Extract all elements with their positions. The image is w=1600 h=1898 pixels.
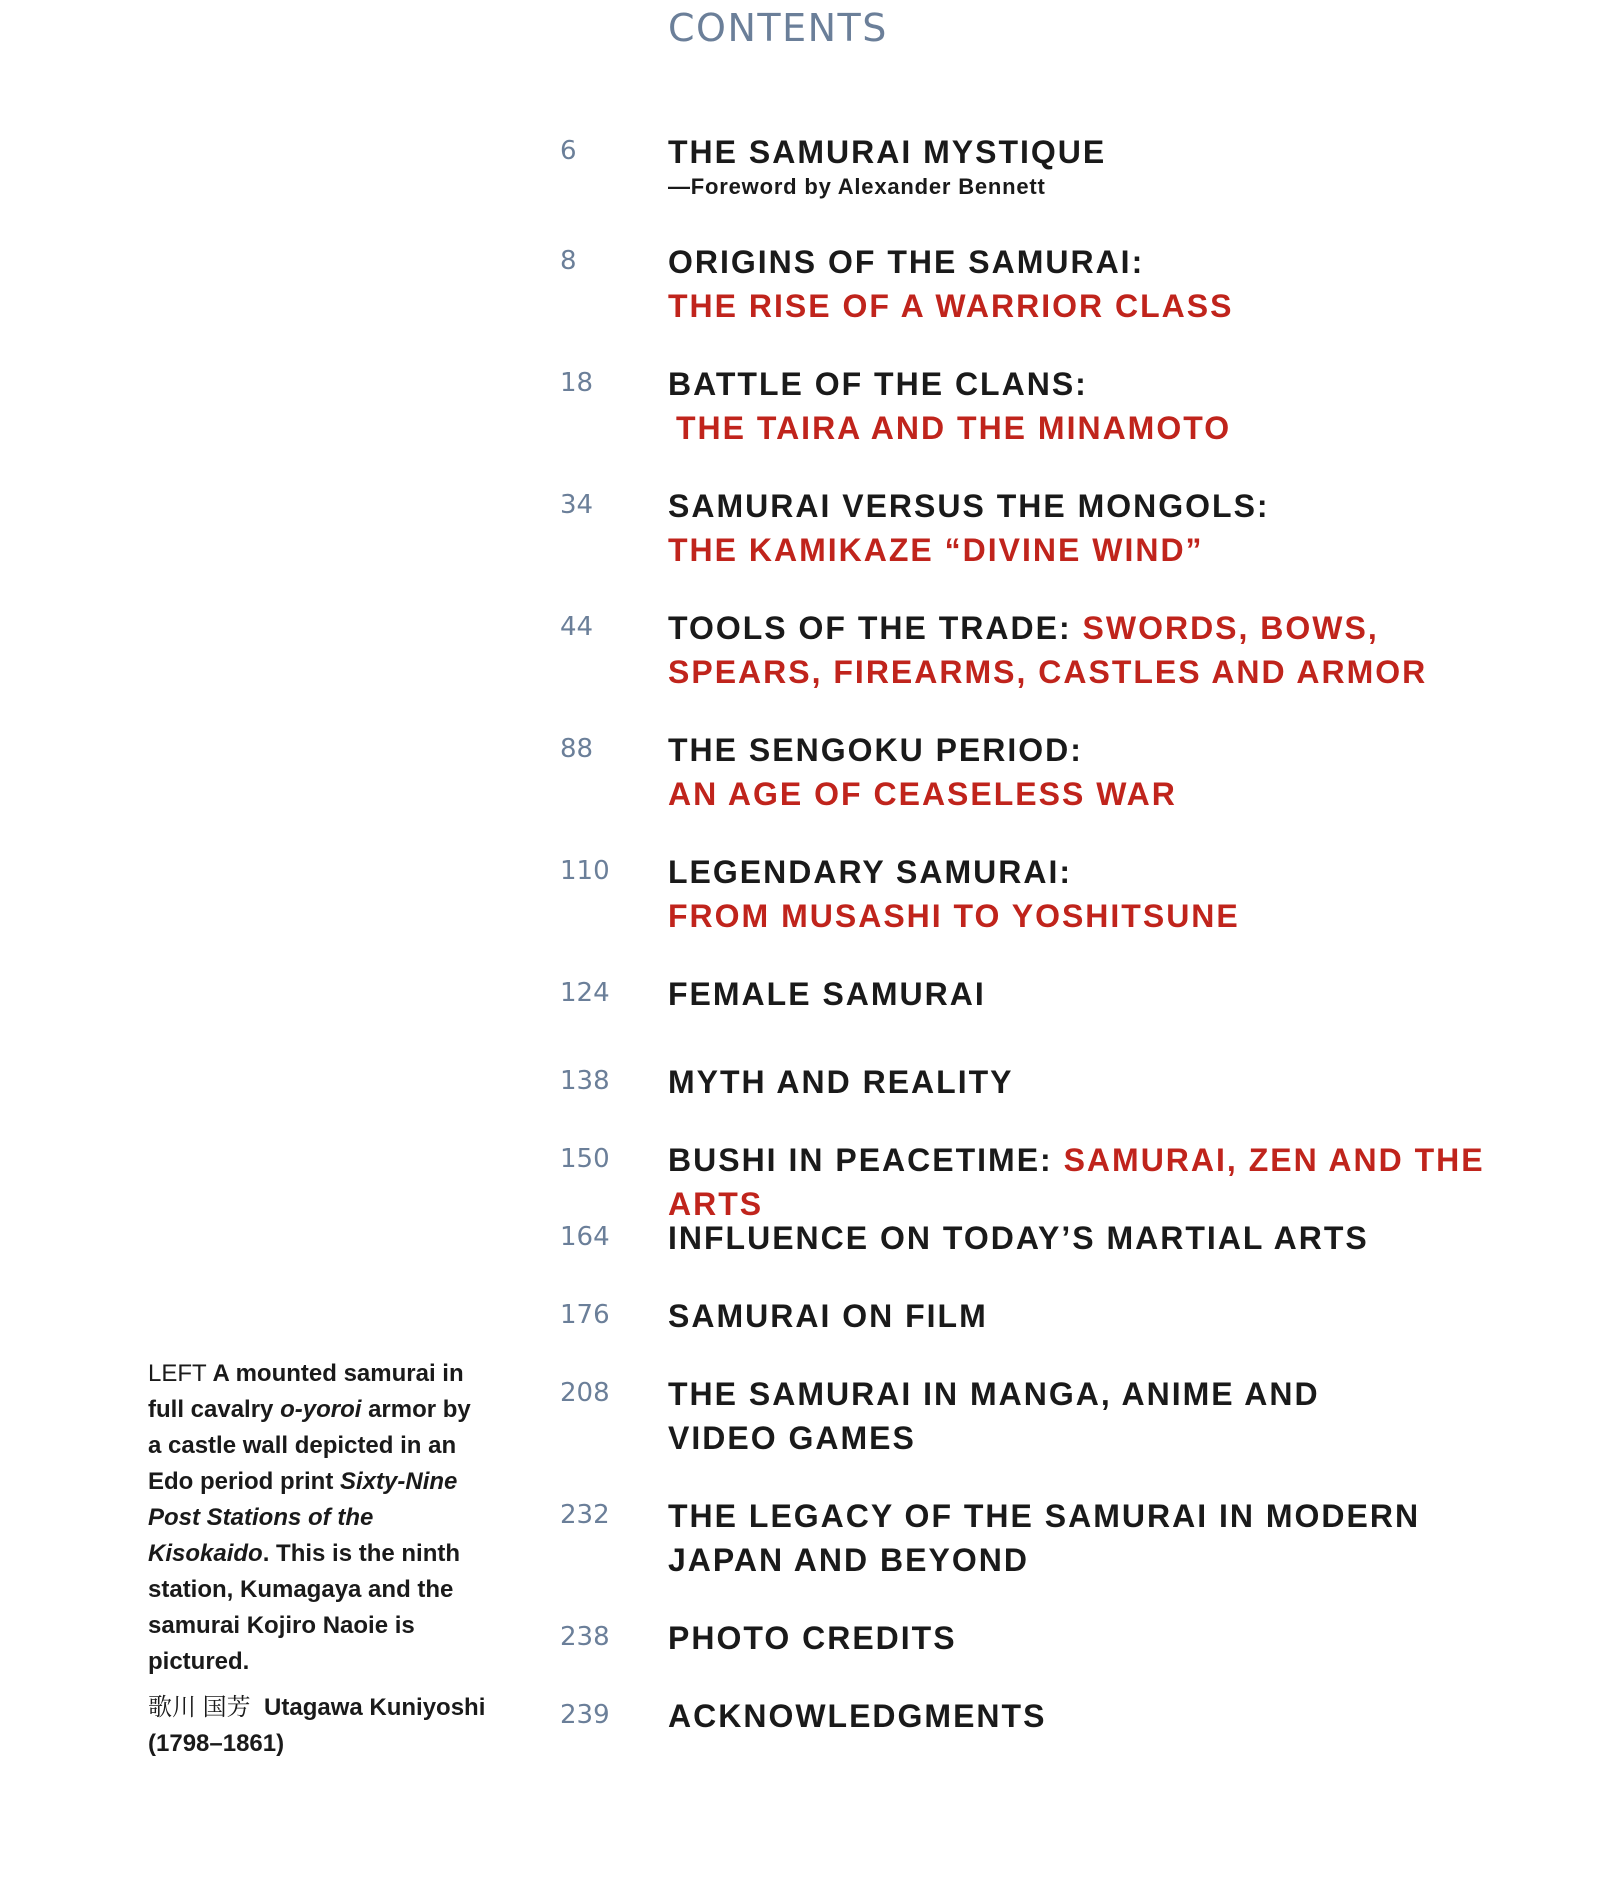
page-number: 44	[560, 612, 594, 642]
page-number: 138	[560, 1066, 610, 1096]
page-number: 34	[560, 490, 594, 520]
entry-title-text: SAMURAI VERSUS THE MONGOLS:	[668, 488, 1270, 524]
page-number: 6	[560, 136, 577, 166]
page-number: 88	[560, 734, 594, 764]
page-title: CONTENTS	[668, 6, 888, 50]
entry-title-text: THE LEGACY OF THE SAMURAI IN MODERN	[668, 1498, 1421, 1534]
artist-dates: (1798–1861)	[148, 1730, 285, 1757]
entry-title	[668, 1616, 1588, 1660]
page-number: 164	[560, 1222, 610, 1252]
entry-title-text: THE SAMURAI MYSTIQUE	[668, 134, 1107, 170]
entry-subtitle: AN AGE OF CEASELESS WAR	[668, 776, 1177, 812]
entry-title-text: THE SENGOKU PERIOD:	[668, 732, 1083, 768]
image-caption	[148, 1356, 488, 1772]
entry-title	[668, 1216, 1588, 1260]
artist-name: Utagawa Kuniyoshi	[264, 1694, 486, 1721]
entry-title-text: FEMALE SAMURAI	[668, 976, 986, 1012]
entry-title	[668, 1294, 1588, 1338]
entry-title-text: PHOTO CREDITS	[668, 1620, 957, 1656]
page-number: 8	[560, 246, 577, 276]
entry-title	[668, 1138, 1588, 1226]
entry-title-text: INFLUENCE ON TODAY’S MARTIAL ARTS	[668, 1220, 1369, 1256]
entry-title	[668, 484, 1588, 572]
entry-title-text: THE SAMURAI IN MANGA, ANIME AND	[668, 1376, 1320, 1412]
page-number: 238	[560, 1622, 610, 1652]
page-number: 176	[560, 1300, 610, 1330]
page-number: 239	[560, 1700, 610, 1730]
entry-subtitle: THE TAIRA AND THE MINAMOTO	[676, 410, 1232, 446]
page-number: 18	[560, 368, 594, 398]
entry-title	[668, 1494, 1588, 1582]
entry-title	[668, 240, 1588, 328]
entry-title-text: VIDEO GAMES	[668, 1420, 916, 1456]
entry-title	[668, 606, 1588, 694]
artist-japanese-name: 歌川 国芳	[148, 1694, 251, 1721]
entry-title-text: BUSHI IN PEACETIME:	[668, 1142, 1053, 1178]
entry-byline: —Foreword by Alexander Bennett	[668, 174, 1046, 199]
page-number: 110	[560, 856, 610, 886]
entry-title	[668, 1060, 1588, 1104]
entry-title-text: MYTH AND REALITY	[668, 1064, 1014, 1100]
entry-subtitle: SWORDS, BOWS,	[1082, 610, 1379, 646]
entry-title	[668, 1694, 1588, 1738]
entry-title-text: LEGENDARY SAMURAI:	[668, 854, 1073, 890]
entry-title-text: JAPAN AND BEYOND	[668, 1542, 1029, 1578]
caption-text: LEFT A mounted samurai in full cavalry o-yoroi armor by a castle wall depicted in an Edo period print Sixty-Nine Post Stations of the Kisokaido. This is the ninth station, Kumagaya and the samurai Kojiro Naoie is pictured.	[148, 1360, 471, 1675]
entry-subtitle: FROM MUSASHI TO YOSHITSUNE	[668, 898, 1240, 934]
entry-title-text: BATTLE OF THE CLANS:	[668, 366, 1088, 402]
entry-subtitle: THE KAMIKAZE “DIVINE WIND”	[668, 532, 1204, 568]
page-number: 232	[560, 1500, 610, 1530]
entry-subtitle: SPEARS, FIREARMS, CASTLES AND ARMOR	[668, 654, 1428, 690]
entry-subtitle: SAMURAI, ZEN AND THE ARTS	[668, 1142, 1485, 1222]
entry-title	[668, 972, 1588, 1016]
entry-title-text: SAMURAI ON FILM	[668, 1298, 988, 1334]
entry-title	[668, 130, 1588, 200]
entry-subtitle: THE RISE OF A WARRIOR CLASS	[668, 288, 1234, 324]
entry-title	[668, 362, 1588, 450]
entry-title	[668, 1372, 1588, 1460]
page-number: 124	[560, 978, 610, 1008]
entry-title	[668, 728, 1588, 816]
page-number: 150	[560, 1144, 610, 1174]
entry-title-text: TOOLS OF THE TRADE:	[668, 610, 1072, 646]
entry-title-text: ACKNOWLEDGMENTS	[668, 1698, 1047, 1734]
entry-title	[668, 850, 1588, 938]
entry-title-text: ORIGINS OF THE SAMURAI:	[668, 244, 1145, 280]
caption-lead: LEFT	[148, 1360, 207, 1387]
page-number: 208	[560, 1378, 610, 1408]
caption-credit	[148, 1690, 488, 1762]
